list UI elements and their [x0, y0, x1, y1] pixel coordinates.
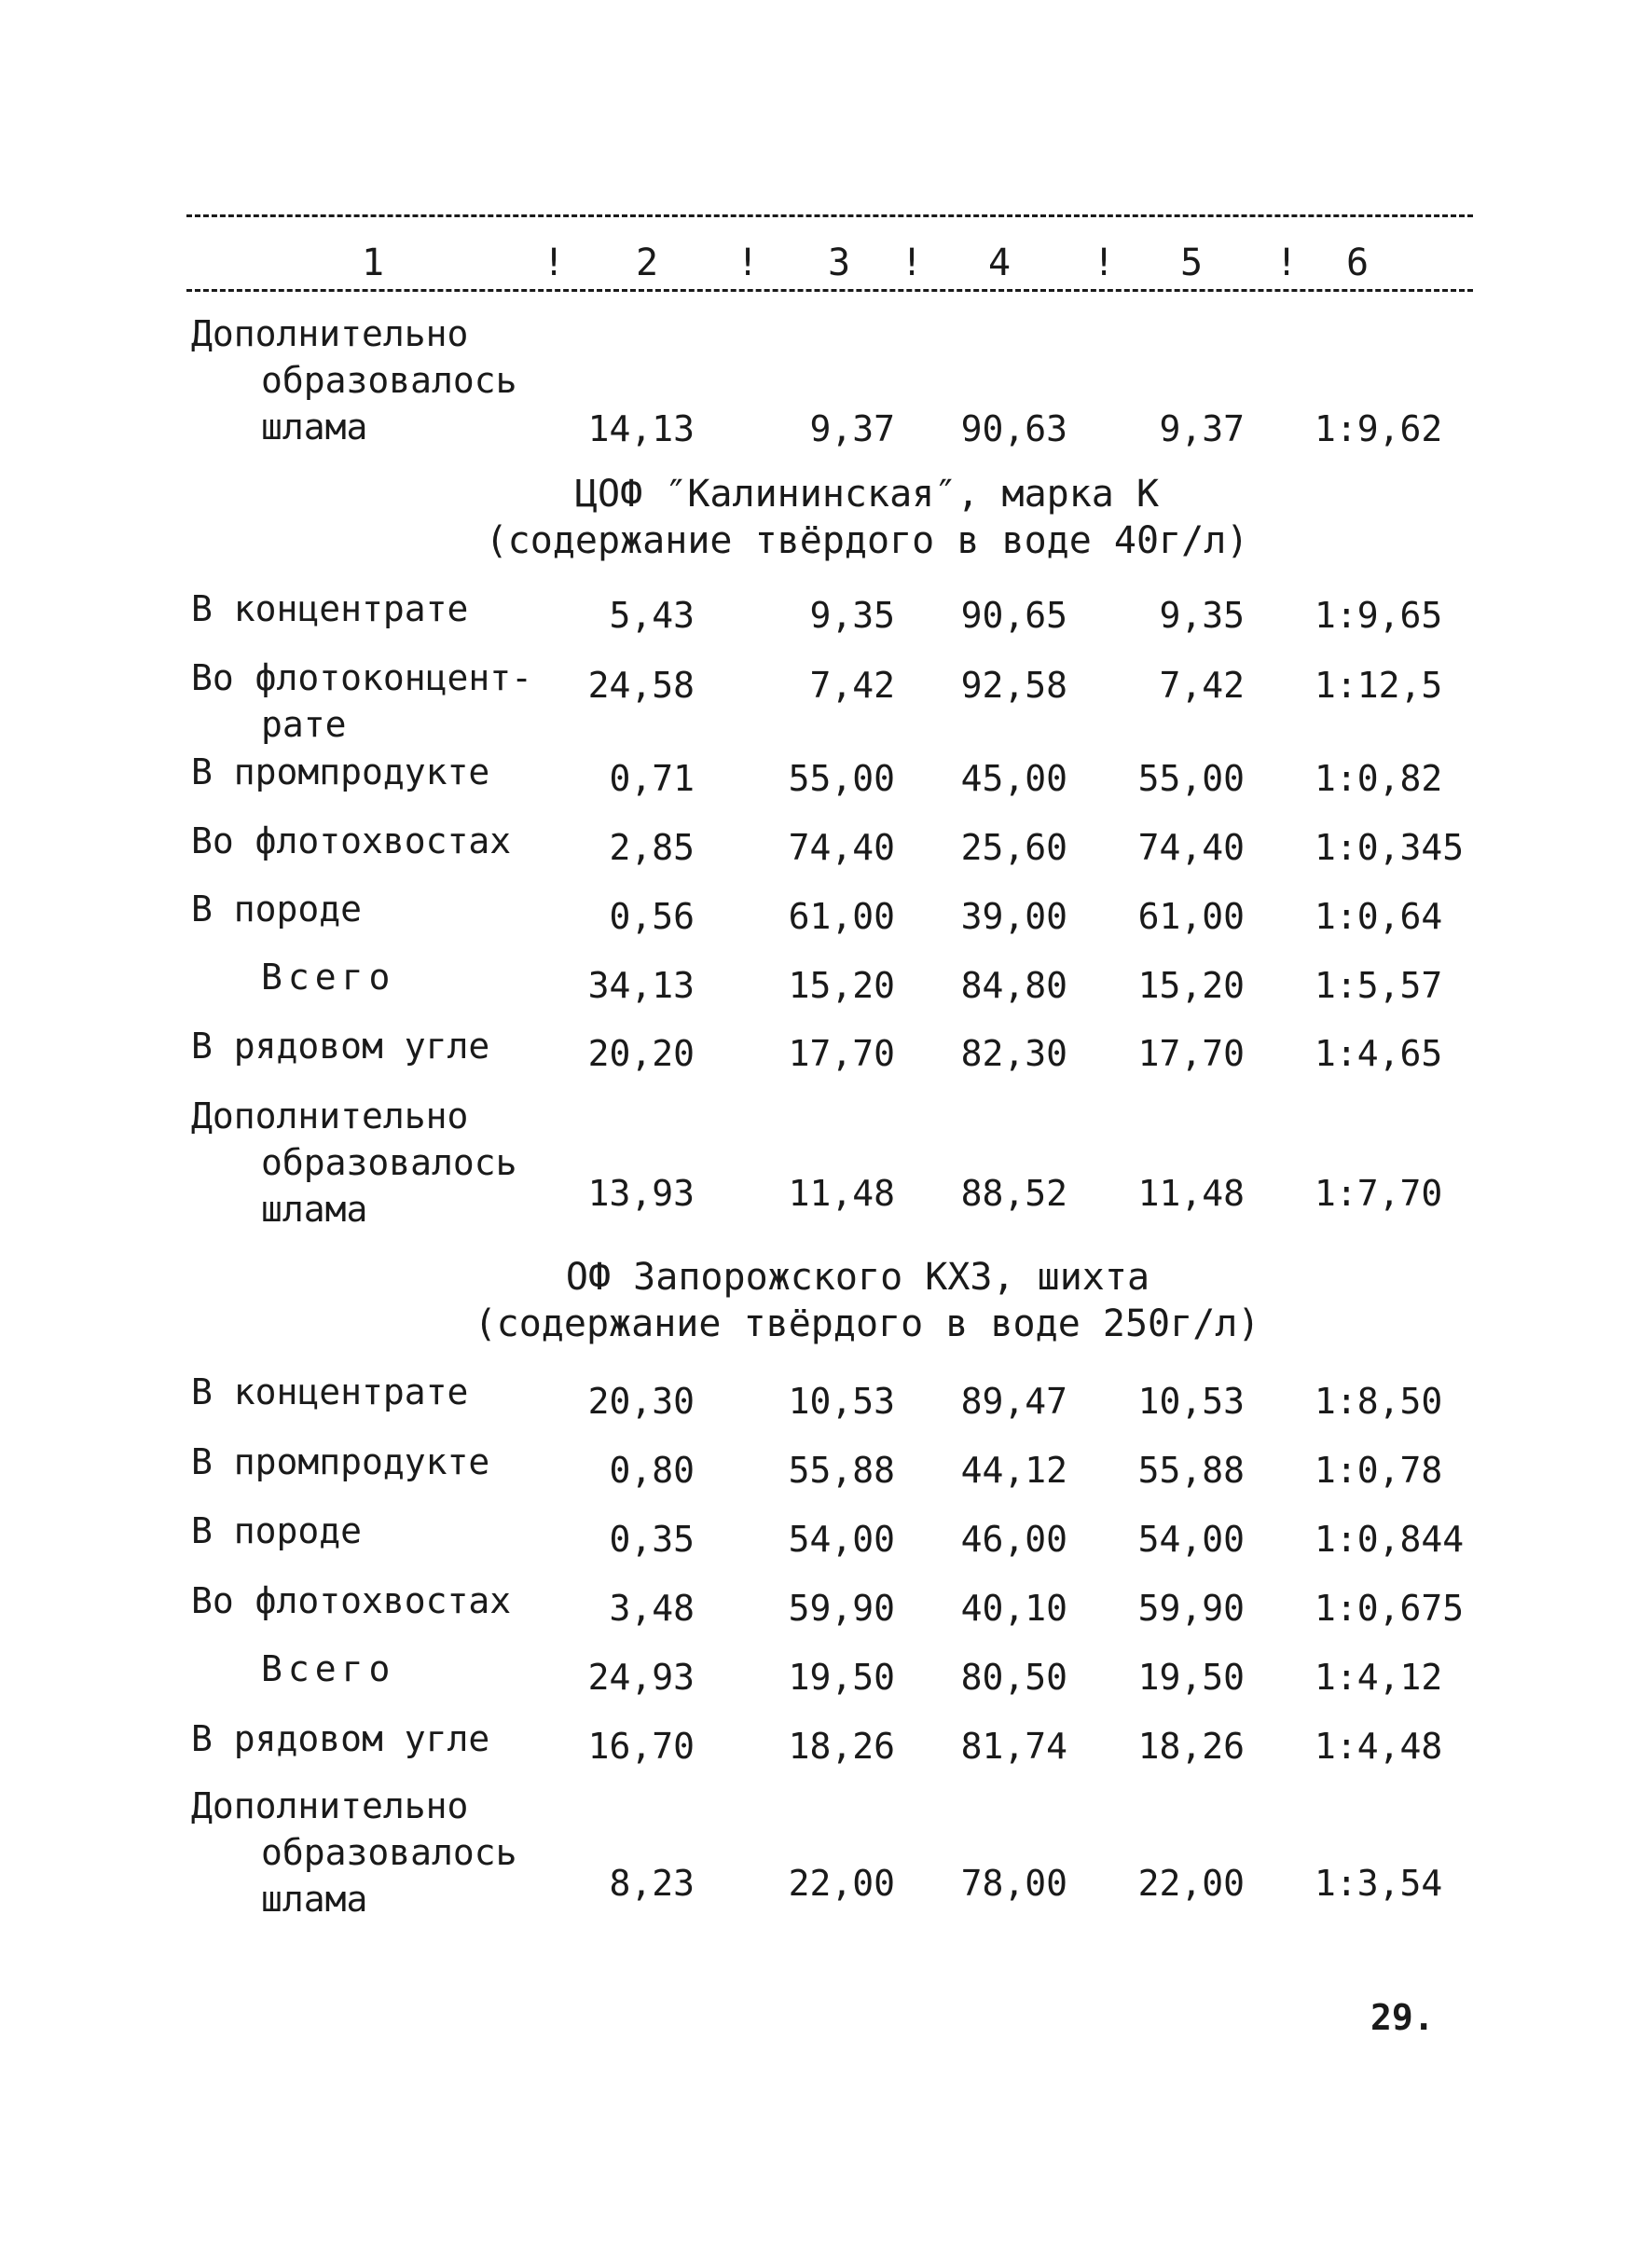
cell-col5: 9,37 [1159, 408, 1245, 449]
cell-col4: 45,00 [960, 758, 1067, 799]
col-header-2: 2 [636, 241, 659, 284]
cell-col6: 1:3,54 [1315, 1863, 1443, 1904]
row-label: Во флотохвостах [191, 820, 512, 861]
cell-col4: 46,00 [960, 1519, 1067, 1560]
cell-col3: 74,40 [788, 827, 895, 868]
cell-col6: 1:0,345 [1315, 827, 1465, 868]
col-separator: ! [901, 241, 924, 284]
cell-col3: 18,26 [788, 1726, 895, 1767]
cell-col5: 19,50 [1137, 1657, 1245, 1698]
col-header-5: 5 [1180, 241, 1204, 284]
cell-col5: 7,42 [1159, 665, 1245, 706]
cell-col2: 20,20 [587, 1033, 695, 1074]
row-label: Дополнительно [191, 1785, 469, 1826]
cell-col2: 0,71 [609, 758, 695, 799]
cell-col2: 5,43 [609, 595, 695, 636]
row-label: В породе [191, 888, 363, 930]
cell-col4: 81,74 [960, 1726, 1067, 1767]
col-header-4: 4 [988, 241, 1012, 284]
cell-col6: 1:0,844 [1315, 1519, 1465, 1560]
cell-col5: 55,88 [1137, 1450, 1245, 1491]
cell-col4: 44,12 [960, 1450, 1067, 1491]
cell-col6: 1:7,70 [1315, 1173, 1443, 1214]
row-label: В рядовом угле [191, 1026, 490, 1067]
cell-col2: 2,85 [609, 827, 695, 868]
col-separator: ! [543, 241, 566, 284]
cell-col6: 1:0,64 [1315, 896, 1443, 937]
row-label: Всего [261, 1648, 396, 1689]
cell-col3: 15,20 [788, 965, 895, 1006]
cell-col3: 11,48 [788, 1173, 895, 1214]
col-header-1: 1 [362, 241, 385, 284]
cell-col6: 1:5,57 [1315, 965, 1443, 1006]
cell-col2: 3,48 [609, 1588, 695, 1629]
col-header-6: 6 [1346, 241, 1370, 284]
cell-col5: 55,00 [1137, 758, 1245, 799]
cell-col3: 9,35 [809, 595, 895, 636]
section-subtitle: (содержание твёрдого в воде 250г/л) [474, 1302, 1260, 1345]
col-separator: ! [1275, 241, 1299, 284]
cell-col5: 61,00 [1137, 896, 1245, 937]
cell-col5: 10,53 [1137, 1381, 1245, 1422]
cell-col5: 17,70 [1137, 1033, 1245, 1074]
cell-col2: 20,30 [587, 1381, 695, 1422]
cell-col4: 25,60 [960, 827, 1067, 868]
row-label: Всего [261, 957, 396, 998]
cell-col5: 54,00 [1137, 1519, 1245, 1560]
cell-col2: 0,80 [609, 1450, 695, 1491]
cell-col5: 9,35 [1159, 595, 1245, 636]
row-label: Дополнительно [191, 313, 469, 354]
cell-col3: 59,90 [788, 1588, 895, 1629]
cell-col6: 1:0,78 [1315, 1450, 1443, 1491]
cell-col6: 1:0,675 [1315, 1588, 1465, 1629]
cell-col5: 11,48 [1137, 1173, 1245, 1214]
cell-col4: 39,00 [960, 896, 1067, 937]
cell-col4: 90,65 [960, 595, 1067, 636]
row-label: шлама [261, 1879, 368, 1920]
cell-col4: 88,52 [960, 1173, 1067, 1214]
row-label: рате [261, 704, 347, 745]
cell-col6: 1:12,5 [1315, 665, 1443, 706]
cell-col6: 1:4,12 [1315, 1657, 1443, 1698]
row-label: В промпродукте [191, 1441, 490, 1482]
cell-col4: 82,30 [960, 1033, 1067, 1074]
cell-col2: 34,13 [587, 965, 695, 1006]
cell-col3: 22,00 [788, 1863, 895, 1904]
top-rule [186, 214, 1473, 217]
cell-col6: 1:0,82 [1315, 758, 1443, 799]
cell-col2: 13,93 [587, 1173, 695, 1214]
row-label: образовалось [261, 360, 517, 401]
row-label: образовалось [261, 1832, 517, 1873]
cell-col2: 8,23 [609, 1863, 695, 1904]
cell-col6: 1:9,62 [1315, 408, 1443, 449]
col-separator: ! [1093, 241, 1116, 284]
row-label: В концентрате [191, 588, 469, 629]
row-label: В концентрате [191, 1371, 469, 1412]
cell-col5: 15,20 [1137, 965, 1245, 1006]
section-title: ОФ Запорожского КХЗ, шихта [565, 1256, 1150, 1299]
cell-col4: 89,47 [960, 1381, 1067, 1422]
row-label: шлама [261, 1189, 368, 1230]
cell-col5: 74,40 [1137, 827, 1245, 868]
cell-col2: 14,13 [587, 408, 695, 449]
cell-col4: 90,63 [960, 408, 1067, 449]
cell-col3: 7,42 [809, 665, 895, 706]
row-label: шлама [261, 406, 368, 448]
row-label: Дополнительно [191, 1095, 469, 1136]
cell-col3: 17,70 [788, 1033, 895, 1074]
cell-col6: 1:9,65 [1315, 595, 1443, 636]
section-title: ЦОФ ″Калининская″, марка К [574, 473, 1160, 516]
col-header-3: 3 [828, 241, 851, 284]
cell-col5: 59,90 [1137, 1588, 1245, 1629]
row-label: Во флотоконцент- [191, 657, 533, 698]
cell-col4: 80,50 [960, 1657, 1067, 1698]
cell-col2: 0,56 [609, 896, 695, 937]
cell-col4: 40,10 [960, 1588, 1067, 1629]
cell-col6: 1:8,50 [1315, 1381, 1443, 1422]
cell-col3: 10,53 [788, 1381, 895, 1422]
cell-col3: 19,50 [788, 1657, 895, 1698]
row-label: образовалось [261, 1142, 517, 1183]
cell-col2: 16,70 [587, 1726, 695, 1767]
cell-col5: 18,26 [1137, 1726, 1245, 1767]
row-label: В рядовом угле [191, 1718, 490, 1759]
row-label: В породе [191, 1510, 363, 1551]
page-number: 29. [1370, 1997, 1435, 2038]
cell-col3: 54,00 [788, 1519, 895, 1560]
col-separator: ! [737, 241, 760, 284]
cell-col2: 0,35 [609, 1519, 695, 1560]
cell-col3: 61,00 [788, 896, 895, 937]
cell-col4: 78,00 [960, 1863, 1067, 1904]
section-subtitle: (содержание твёрдого в воде 40г/л) [485, 519, 1249, 562]
cell-col6: 1:4,65 [1315, 1033, 1443, 1074]
row-label: В промпродукте [191, 751, 490, 792]
cell-col4: 92,58 [960, 665, 1067, 706]
cell-col2: 24,58 [587, 665, 695, 706]
cell-col5: 22,00 [1137, 1863, 1245, 1904]
cell-col3: 55,88 [788, 1450, 895, 1491]
cell-col2: 24,93 [587, 1657, 695, 1698]
cell-col4: 84,80 [960, 965, 1067, 1006]
row-label: Во флотохвостах [191, 1580, 512, 1621]
cell-col3: 9,37 [809, 408, 895, 449]
cell-col3: 55,00 [788, 758, 895, 799]
cell-col6: 1:4,48 [1315, 1726, 1443, 1767]
